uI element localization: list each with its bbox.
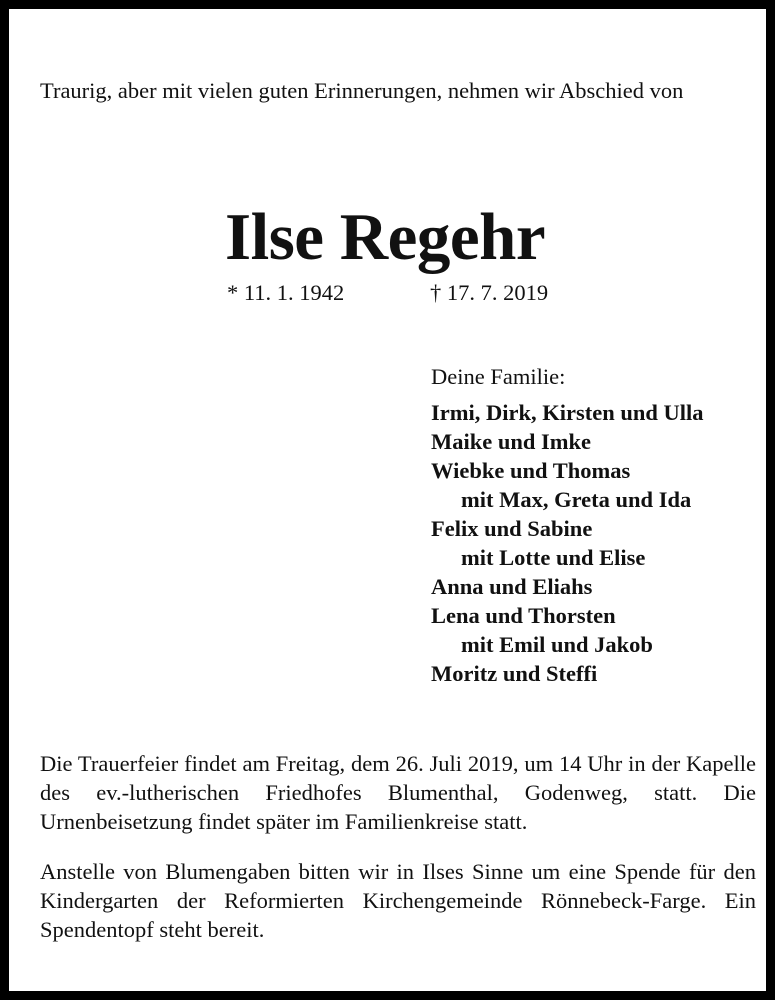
family-list bbox=[431, 398, 761, 688]
donation-text: Anstelle von Blumengaben bitten wir in Ilses Sinne um eine Spende für den Kindergarten der Reformierten Kirchengemeinde Rönnebeck-Farge. Ein Spendentopf steht bereit. bbox=[40, 859, 756, 942]
family-line: Irmi, Dirk, Kirsten und Ulla bbox=[431, 400, 704, 425]
family-line: Felix und Sabine bbox=[431, 516, 593, 541]
family-line: Anna und Eliahs bbox=[431, 574, 593, 599]
family-line: Moritz und Steffi bbox=[431, 661, 598, 686]
family-line: mit Lotte und Elise bbox=[461, 545, 646, 570]
family-block bbox=[431, 363, 761, 688]
death-date: † 17. 7. 2019 bbox=[430, 280, 549, 305]
family-intro: Deine Familie: bbox=[431, 364, 566, 389]
deceased-name: Ilse Regehr bbox=[225, 200, 546, 274]
family-line: Maike und Imke bbox=[431, 429, 592, 454]
birth-date: * 11. 1. 1942 bbox=[227, 280, 345, 305]
intro-text: Traurig, aber mit vielen guten Erinnerungen, nehmen wir Abschied von bbox=[40, 78, 684, 103]
family-line: Wiebke und Thomas bbox=[431, 458, 631, 483]
family-line: Lena und Thorsten bbox=[431, 603, 616, 628]
family-line: mit Emil und Jakob bbox=[461, 632, 653, 657]
ceremony-text: Die Trauerfeier findet am Freitag, dem 26. Juli 2019, um 14 Uhr in der Kapelle des ev.-lutherischen Friedhofes Blumenthal, Godenweg, statt. Die Urnenbeisetzung findet später im Familienkreise statt. bbox=[40, 751, 756, 834]
family-line: mit Max, Greta und Ida bbox=[461, 487, 692, 512]
